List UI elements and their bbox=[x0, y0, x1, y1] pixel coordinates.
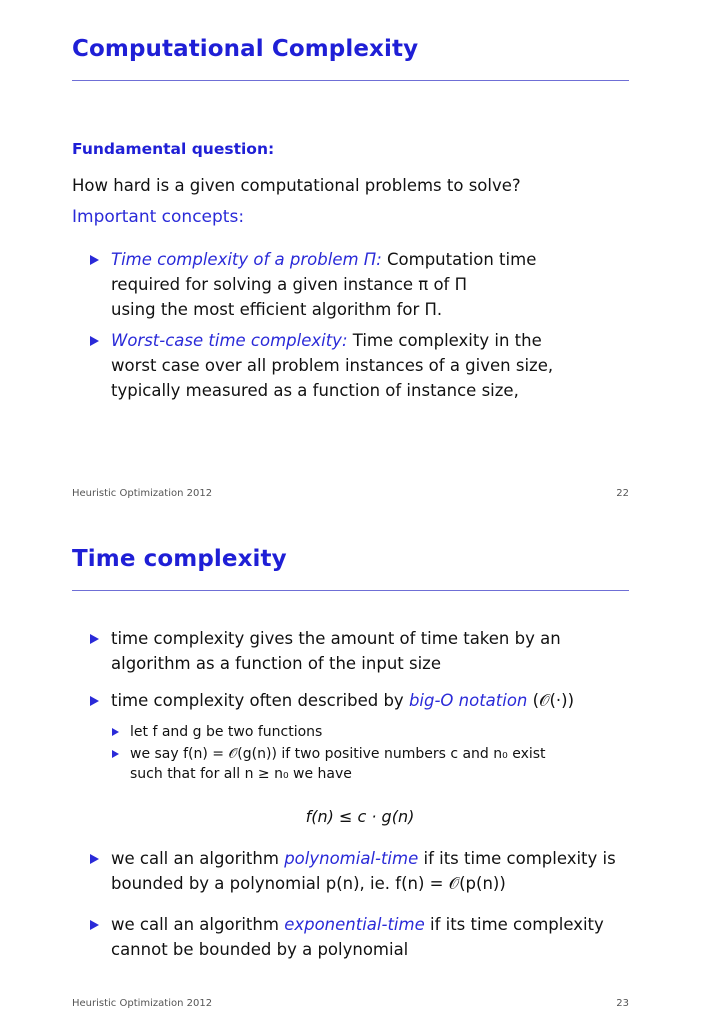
bullet-text: Computation time bbox=[381, 250, 537, 269]
sub-bullet-triangle-icon bbox=[112, 750, 119, 758]
page-number: 23 bbox=[616, 998, 629, 1009]
fundamental-question-label: Fundamental question: bbox=[72, 140, 275, 158]
term-big-o: big-O notation bbox=[408, 691, 528, 710]
bullet-text: required for solving a given instance π of Π bbox=[111, 275, 468, 294]
footer-title: Heuristic Optimization 2012 bbox=[72, 998, 213, 1009]
list-item bbox=[90, 846, 616, 896]
title-rule bbox=[72, 590, 629, 591]
list-item bbox=[90, 247, 536, 322]
list-item bbox=[90, 912, 604, 962]
bullet-triangle-icon bbox=[90, 336, 99, 346]
bullet-text: we call an algorithm bbox=[111, 915, 285, 934]
term-exponential-time: exponential-time bbox=[284, 915, 425, 934]
bullet-triangle-icon bbox=[90, 920, 99, 930]
bullet-text: time complexity often described by bbox=[111, 691, 409, 710]
bullet-text: using the most efficient algorithm for Π. bbox=[111, 300, 443, 319]
bullet-text: we call an algorithm bbox=[111, 849, 285, 868]
important-concepts-label: Important concepts: bbox=[72, 207, 245, 227]
question-text: How hard is a given computational problems to solve? bbox=[72, 176, 521, 195]
bullet-triangle-icon bbox=[90, 255, 99, 265]
bullet-text: algorithm as a function of the input size bbox=[111, 654, 441, 673]
term-worst-case: Worst-case time complexity: bbox=[111, 331, 348, 350]
bullet-text: worst case over all problem instances of a given size, bbox=[111, 356, 554, 375]
footer-title: Heuristic Optimization 2012 bbox=[72, 488, 213, 499]
slide-title: Computational Complexity bbox=[72, 36, 419, 62]
sub-bullet-triangle-icon bbox=[112, 728, 119, 736]
sub-bullet-text: such that for all n ≥ n₀ we have bbox=[130, 766, 352, 782]
bullet-text: Time complexity in the bbox=[347, 331, 542, 350]
list-item bbox=[90, 328, 553, 403]
bullet-text: typically measured as a function of instance size, bbox=[111, 381, 519, 400]
bullet-text: cannot be bounded by a polynomial bbox=[111, 940, 409, 959]
formula: f(n) ≤ c · g(n) bbox=[305, 807, 415, 826]
bullet-text: if its time complexity bbox=[424, 915, 604, 934]
bullet-triangle-icon bbox=[90, 854, 99, 864]
term-polynomial-time: polynomial-time bbox=[284, 849, 419, 868]
bullet-text: if its time complexity is bbox=[418, 849, 616, 868]
page-number: 22 bbox=[616, 488, 629, 499]
bullet-text: bounded by a polynomial p(n), ie. f(n) = 𝒪(p(n)) bbox=[111, 874, 506, 893]
sub-bullet-text: let f and g be two functions bbox=[130, 724, 323, 740]
sub-list-item bbox=[112, 722, 322, 742]
sub-list-item bbox=[112, 744, 546, 784]
list-item bbox=[90, 688, 574, 713]
title-rule bbox=[72, 80, 629, 81]
bullet-triangle-icon bbox=[90, 634, 99, 644]
sub-bullet-text: we say f(n) = 𝒪(g(n)) if two positive numbers c and n₀ exist bbox=[130, 746, 546, 762]
bullet-text: time complexity gives the amount of time taken by an bbox=[111, 629, 561, 648]
term-time-complexity-problem: Time complexity of a problem Π: bbox=[111, 250, 382, 269]
bullet-triangle-icon bbox=[90, 696, 99, 706]
slide-title: Time complexity bbox=[72, 546, 287, 572]
bullet-text: (𝒪(·)) bbox=[527, 691, 575, 710]
slide-23 bbox=[0, 510, 720, 1019]
slide-22 bbox=[0, 0, 720, 509]
list-item bbox=[90, 626, 561, 676]
